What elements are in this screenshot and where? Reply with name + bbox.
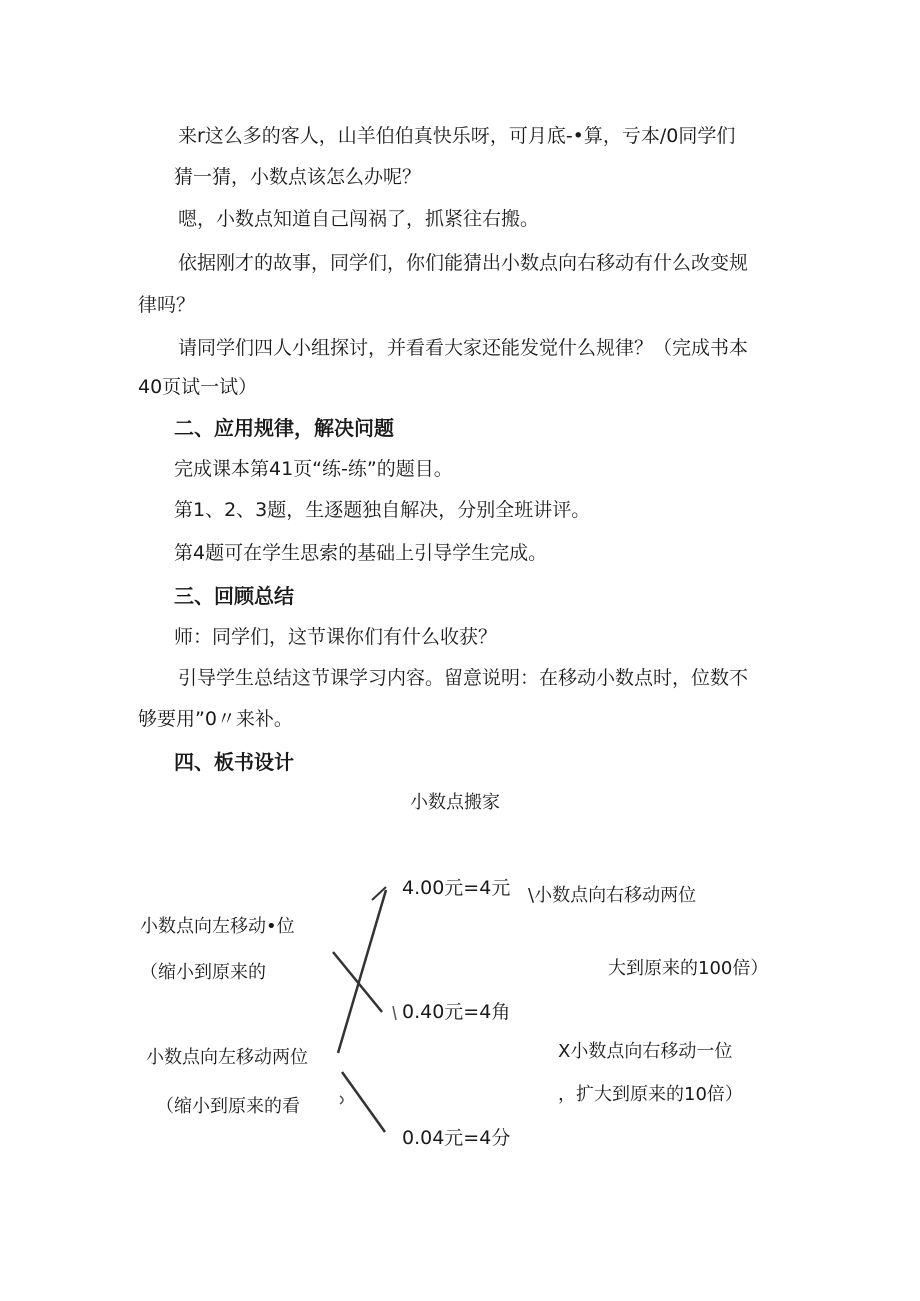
section-heading-2: 二、应用规律，解决问题 <box>174 416 394 440</box>
line-down-right-lower <box>342 1072 385 1132</box>
section3-line-2a: 引导学生总结这节课学习内容。留意说明：在移动小数点时，位数不 <box>178 667 749 689</box>
left-shrink-one: （缩小到原来的 <box>140 962 266 983</box>
right-move-two: \小数点向右移动两位 <box>528 885 697 906</box>
paragraph-group-work-b: 40页试一试） <box>138 376 258 398</box>
equation-fen: 0.04元=4分 <box>402 1127 511 1149</box>
paragraph-question-1a: 依据刚才的故事，同学们，你们能猜出小数点向右移动有什么改变规 <box>178 252 749 274</box>
line-down-right-upper <box>333 952 382 1012</box>
lower-bracket-mark <box>340 1096 343 1104</box>
section2-line-3: 第4题可在学生思索的基础上引导学生完成。 <box>174 542 548 564</box>
section-heading-4: 四、板书设计 <box>174 750 294 774</box>
mid-bracket-mark <box>393 1006 396 1020</box>
section3-line-1: 师：同学们，这节课你们有什么收获？ <box>174 626 498 648</box>
equation-yuan: 4.00元=4元 <box>402 877 511 899</box>
paragraph-group-work-a: 请同学们四人小组探讨，并看看大家还能发觉什么规律？（完成书本 <box>178 337 749 359</box>
paragraph-question-1b: 律吗？ <box>138 294 196 316</box>
line-up-right <box>338 890 386 1053</box>
paragraph-story-1: 来r这么多的客人，山羊伯伯真快乐呀，可月底-•算，亏本/0同学们 <box>178 125 736 147</box>
right-enlarge-hundred: 大到原来的100倍） <box>608 958 769 979</box>
left-move-two: 小数点向左移动两位 <box>146 1047 308 1068</box>
left-move-one: 小数点向左移动•位 <box>140 916 295 937</box>
section2-line-2: 第1、2、3题，生逐题独自解决，分别全班讲评。 <box>174 499 591 521</box>
section-heading-3: 三、回顾总结 <box>174 584 294 608</box>
board-title: 小数点搬家 <box>410 792 500 813</box>
paragraph-story-2: 猜一猜，小数点该怎么办呢？ <box>174 166 422 188</box>
section2-line-1: 完成课本第41页“练-练”的题目。 <box>174 458 453 480</box>
right-move-one: X小数点向右移动一位 <box>558 1041 733 1062</box>
paragraph-story-3: 嗯，小数点知道自己闯祸了，抓紧往右搬。 <box>178 208 540 230</box>
left-shrink-two: （缩小到原来的看 <box>156 1096 300 1117</box>
equation-jiao: 0.40元=4角 <box>402 1001 511 1023</box>
right-enlarge-ten: ，扩大到原来的10倍） <box>558 1084 743 1105</box>
section3-line-2b: 够要用”0〃来补。 <box>138 708 293 730</box>
